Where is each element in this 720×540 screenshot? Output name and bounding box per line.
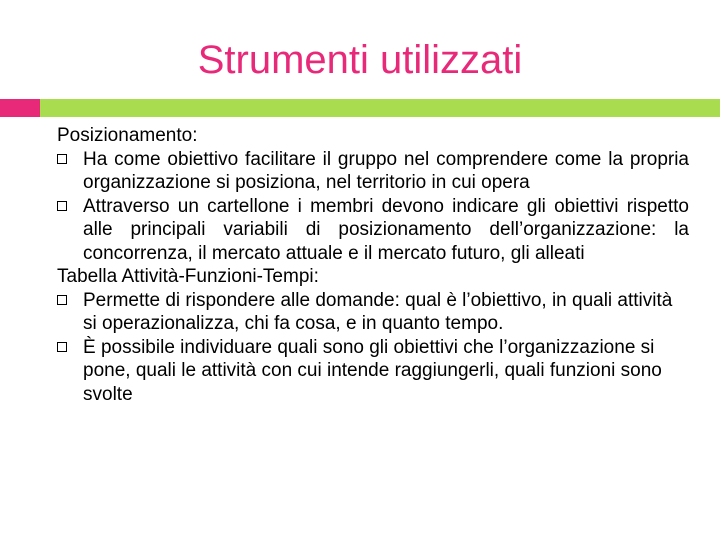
slide-body [57, 124, 689, 406]
accent-bar-green [40, 99, 720, 117]
square-bullet-icon [57, 201, 67, 211]
bullet-item [57, 336, 689, 407]
accent-bar-pink [0, 99, 40, 117]
section-heading-positioning: Posizionamento: [57, 125, 198, 146]
bullet-text: Attraverso un cartellone i membri devono indicare gli obiettivi rispetto alle principali variabili di posizionamento dell’organizzazione: la concorrenza, il mercato attuale e il mercato futuro, gli alleati [83, 195, 689, 264]
slide-title: Strumenti utilizzati [197, 38, 523, 82]
square-bullet-icon [57, 154, 67, 164]
bullet-item [57, 289, 689, 336]
square-bullet-icon [57, 342, 67, 352]
bullet-item [57, 148, 689, 195]
bullet-text: Permette di rispondere alle domande: qual è l’obiettivo, in quali attività si operazionalizza, chi fa cosa, e in quanto tempo. [83, 289, 673, 334]
bullet-text: Ha come obiettivo facilitare il gruppo nel comprendere come la propria organizzazione si posiziona, nel territorio in cui opera [83, 148, 689, 193]
bullet-text: È possibile individuare quali sono gli obiettivi che l’organizzazione si pone, quali le attività con cui intende raggiungerli, quali funzioni sono svolte [83, 336, 662, 405]
section-heading-table: Tabella Attività-Funzioni-Tempi: [57, 266, 319, 287]
square-bullet-icon [57, 295, 67, 305]
bullet-item [57, 195, 689, 266]
